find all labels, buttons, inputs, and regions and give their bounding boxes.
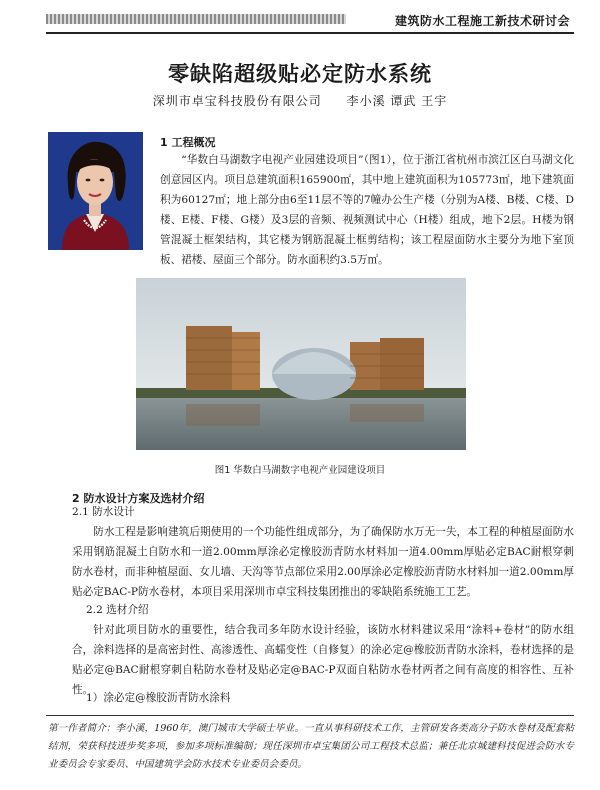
section-2-2-heading: 2.2 选材介绍 bbox=[86, 604, 149, 616]
author-portrait bbox=[48, 132, 143, 250]
section-1-heading: 1 工程概况 bbox=[160, 136, 216, 149]
section-2-1-heading: 2.1 防水设计 bbox=[72, 506, 135, 518]
author-bio-footnote: 第一作者简介：李小溪，1960年，澳门城市大学硕士毕业。一直从事科研技术工作，主管研发各类高分子防水卷材及配套粘结剂，荣获科技进步奖多项，参加多项标准编制；现任深圳市卓宝集团公司工程技术总监；兼任北京城建科技促进会防水专业委员会专家委员、中国建筑学会防水技术专业委员会委员。 bbox=[48, 723, 574, 770]
building-photo-illustration bbox=[136, 278, 466, 450]
section-2-heading: 2 防水设计方案及选材介绍 bbox=[72, 492, 205, 505]
running-title: 建筑防水工程施工新技术研讨会 bbox=[394, 14, 570, 28]
figure-1-photo bbox=[136, 278, 466, 450]
author-names: 李小溪 谭武 王宇 bbox=[346, 94, 448, 108]
section-2-2-item-1: 1）涂必定@橡胶沥青防水涂料 bbox=[86, 692, 231, 704]
running-header bbox=[46, 10, 574, 34]
section-2-2-paragraph: 针对此项目防水的重要性，结合我司多年防水设计经验，该防水材料建议采用“涂料+卷材”的防水组合，涂料选择的是高密封性、高渗透性、高蠕变性（自修复）的涂必定@橡胶沥青防水涂料，卷材选择的是贴必定@BAC耐根穿刺自粘防水卷材及贴必定@BAC-P双面自粘防水卷材两者之间有高度的相容性、互补性。 bbox=[72, 624, 574, 696]
section-2-1-paragraph: 防水工程是影响建筑后期使用的一个功能性组成部分，为了确保防水万无一失，本工程的种植屋面防水采用钢筋混凝土自防水和一道2.00mm厚涂必定橡胶沥青防水材料加一道4.00mm厚贴必定BAC耐根穿刺防水卷材，而非种植屋面、女儿墙、天沟等节点部位采用2.00厚涂必定橡胶沥青防水材料加一道2.00mm厚贴必定BAC-P防水卷材，本项目采用深圳市卓宝科技集团推出的零缺陷系统施工工艺。 bbox=[72, 526, 574, 598]
section-1-paragraph: “华数白马湖数字电视产业园建设项目”（图1），位于浙江省杭州市滨江区白马湖文化创意园区内。项目总建筑面积165900㎡，其中地上建筑面积为105773㎡，地下建筑面积为60127㎡；地上部分由6至11层不等的7幢办公生产楼（分别为A楼、B楼、C楼、D楼、E楼、F楼、G楼）及3层的音频、视频测试中心（H楼）组成，地下2层。H楼为钢管混凝土框架结构，其它楼为钢筋混凝土框剪结构；该工程屋面防水主要分为地下室顶板、裙楼、屋面三个部分。防水面积约3.5万㎡。 bbox=[160, 154, 574, 266]
figure-1-caption: 图1 华数白马湖数字电视产业园建设项目 bbox=[214, 465, 386, 476]
header-decoration bbox=[46, 14, 346, 24]
author-line bbox=[0, 92, 600, 109]
footnote-divider bbox=[46, 715, 574, 716]
paper-title: 零缺陷超级贴必定防水系统 bbox=[168, 61, 432, 86]
affiliation: 深圳市卓宝科技股份有限公司 bbox=[152, 94, 322, 108]
portrait-illustration bbox=[48, 132, 143, 250]
